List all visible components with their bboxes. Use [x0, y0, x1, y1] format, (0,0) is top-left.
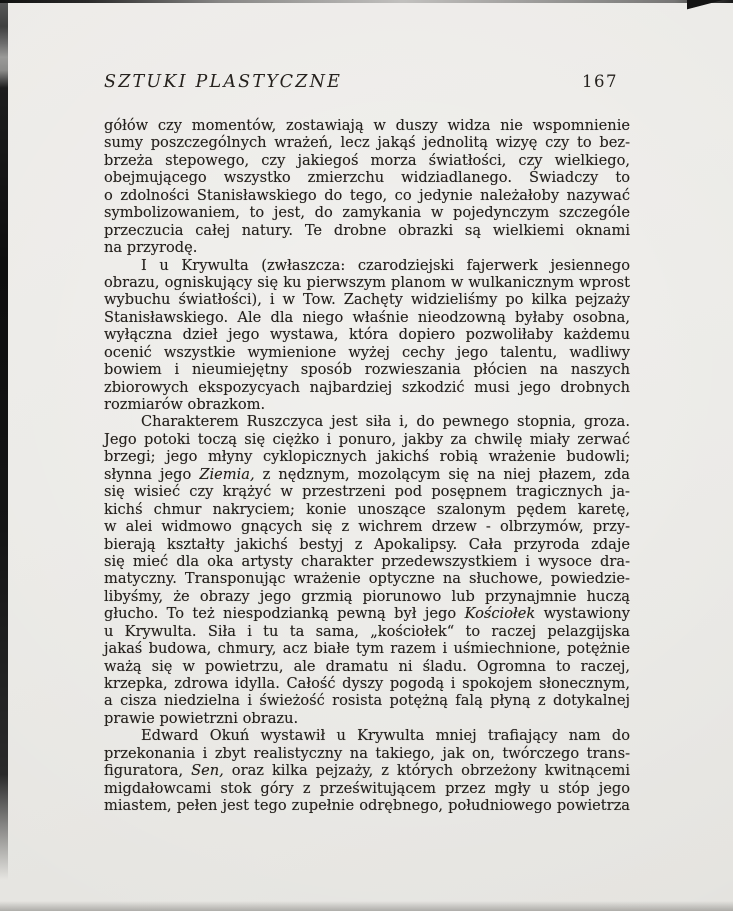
text-run: bowiem i nieumiejętny sposób rozwieszania płócien na naszych — [104, 361, 630, 379]
text-run: wybuchu światłości), i w Tow. Zachęty widzieliśmy po kilka pejzaży — [104, 291, 630, 309]
text-run: w alei widmowo gnących się z wichrem drzew - olbrzymów, przy- — [104, 518, 630, 536]
text-line — [104, 361, 630, 378]
text-line — [104, 658, 630, 675]
text-line — [104, 501, 630, 518]
text-run: na przyrodę. — [104, 239, 198, 257]
text-line — [104, 780, 630, 797]
paragraph-3 — [104, 413, 630, 727]
text-line — [104, 762, 630, 779]
text-run: bierają kształty jakichś bestyj z Apokalipsy. Cała przyroda zdaje — [104, 535, 630, 553]
text-line — [104, 222, 630, 239]
text-line — [104, 448, 630, 465]
text-line — [104, 326, 630, 343]
scan-edge-top — [0, 0, 733, 3]
text-run: jakaś budowa, chmury, acz białe tym razem i uśmiechnione, potężnie — [104, 640, 630, 658]
text-line — [104, 675, 630, 692]
text-line — [104, 431, 630, 448]
text-line — [104, 187, 630, 204]
paragraph-4 — [104, 727, 630, 814]
text-line — [104, 588, 630, 605]
text-run: słynna jego — [104, 465, 200, 483]
text-line — [104, 291, 630, 308]
text-run: Stanisławskiego. Ale dla niego właśnie nieodzowną byłaby osobna, — [104, 308, 630, 326]
page-number: 167 — [582, 72, 618, 91]
paragraph-2 — [104, 257, 630, 414]
text-run: u Krywulta. Siła i tu ta sama, „kościołek“ to raczej pelazgijska — [104, 622, 630, 640]
running-head-title: SZTUKI PLASTYCZNE — [104, 72, 343, 92]
text-line — [104, 239, 630, 256]
text-run: krzepka, zdrowa idylla. Całość dyszy pogodą i spokojem słonecznym, — [104, 675, 630, 692]
text-line — [104, 727, 630, 744]
text-line — [104, 274, 630, 291]
italic-title: Sen, — [191, 762, 224, 780]
text-line — [104, 257, 630, 274]
text-run: matyczny. Transponując wrażenie optyczne na słuchowe, powiedzie- — [104, 570, 630, 588]
text-line — [104, 640, 630, 657]
text-run: rozmiarów obrazkom. — [104, 396, 266, 413]
text-line — [104, 344, 630, 361]
text-run: oraz kilka pejzaży, z których obrzeżony kwitnącemi — [223, 762, 630, 780]
italic-title: Ziemia, — [199, 465, 255, 483]
text-line — [104, 745, 630, 762]
text-line — [104, 797, 630, 814]
text-line — [104, 710, 630, 727]
text-line — [104, 605, 630, 622]
text-run: głucho. To też niespodzianką pewną był jego — [104, 605, 465, 623]
text-line — [104, 379, 630, 396]
page-header — [104, 72, 630, 92]
text-run: brzeża stepowego, czy jakiegoś morza światłości, czy wielkiego, — [104, 151, 630, 169]
text-run: ocenić wszystkie wymienione wyżej cechy jego talentu, wadliwy — [104, 343, 630, 361]
text-run: gółów czy momentów, zostawiają w duszy widza nie wspomnienie — [104, 117, 630, 134]
text-line — [104, 309, 630, 326]
text-run: Jego potoki toczą się ciężko i ponuro, jakby za chwilę miały zerwać — [104, 430, 630, 448]
text-line — [104, 536, 630, 553]
text-run: symbolizowaniem, to jest, do zamykania w pojedynczym szczególe — [104, 204, 630, 222]
text-run: Charakterem Ruszczyca jest siła i, do pewnego stopnia, groza. — [141, 413, 630, 431]
text-line — [104, 396, 630, 413]
text-run: libyśmy, że obrazy jego grzmią piorunowo lub przynajmnie huczą — [104, 587, 630, 605]
text-run: przeczucia całej natury. Te drobne obrazki są wielkiemi oknami — [104, 221, 630, 239]
text-line — [104, 466, 630, 483]
text-line — [104, 413, 630, 430]
text-line — [104, 570, 630, 587]
text-run: z nędznym, mozolącym się na niej płazem, zda — [254, 465, 630, 483]
text-run: przekonania i zbyt realistyczny na takiego, jak on, twórczego trans- — [104, 744, 630, 762]
text-run: a cisza niedzielna i świeżość rosista potężną falą płyną z dotykalnej — [104, 692, 630, 710]
text-line — [104, 152, 630, 169]
text-line — [104, 117, 630, 134]
text-run: kichś chmur nakryciem; konie unoszące szalonym pędem karetę, — [104, 500, 630, 518]
scan-edge-bottom — [0, 901, 733, 911]
page-body — [104, 117, 630, 815]
text-line — [104, 623, 630, 640]
text-line — [104, 518, 630, 535]
text-line — [104, 169, 630, 186]
text-run: brzegi; jego młyny cyklopicznych jakichś robią wrażenie budowli; — [104, 448, 630, 466]
text-line — [104, 483, 630, 500]
text-run: miastem, pełen jest tego zupełnie odrębnego, południowego powietrza — [104, 797, 630, 815]
text-run: obejmującego wszystko zmierzchu widziadlanego. Świadczy to — [104, 169, 630, 187]
text-run: wystawiony — [535, 605, 630, 623]
italic-title: Kościołek — [464, 605, 536, 623]
scan-edge-corner — [687, 0, 733, 12]
text-run: obrazu, ogniskujący się ku pierwszym planom w wulkanicznym wprost — [104, 273, 630, 291]
text-line — [104, 134, 630, 151]
text-run: o zdolności Stanisławskiego do tego, co jedynie należałoby nazywać — [104, 186, 630, 204]
text-line — [104, 553, 630, 570]
scan-edge-left — [0, 0, 8, 880]
text-run: ważą się w powietrzu, ale dramatu ni śladu. Ogromna to raczej, — [104, 657, 630, 675]
text-run: sumy poszczególnych wrażeń, lecz jakąś jednolitą wizyę czy to bez- — [104, 134, 630, 152]
text-run: figuratora, — [104, 762, 192, 780]
text-run: I u Krywulta (zwłaszcza: czarodziejski fajerwerk jesiennego — [141, 256, 630, 274]
text-run: wyłączna dzieł jego wystawa, która dopiero pozwoliłaby każdemu — [104, 326, 630, 344]
text-line — [104, 692, 630, 709]
text-run: prawie powietrzni obrazu. — [104, 709, 299, 727]
text-run: Edward Okuń wystawił u Krywulta mniej trafiający nam do — [141, 727, 630, 745]
text-run: się mieć dla oka artysty charakter przedewszystkiem i wysoce dra- — [104, 552, 630, 570]
text-run: migdałowcami stok góry z prześwitującem przez mgły u stóp jego — [104, 779, 630, 797]
text-run: się wisieć czy krążyć w przestrzeni pod posępnem tragicznych ja- — [104, 483, 630, 501]
text-run: zbiorowych ekspozycyach najbardziej szkodzić musi jego drobnych — [104, 378, 630, 396]
text-line — [104, 204, 630, 221]
paragraph-1 — [104, 117, 630, 257]
